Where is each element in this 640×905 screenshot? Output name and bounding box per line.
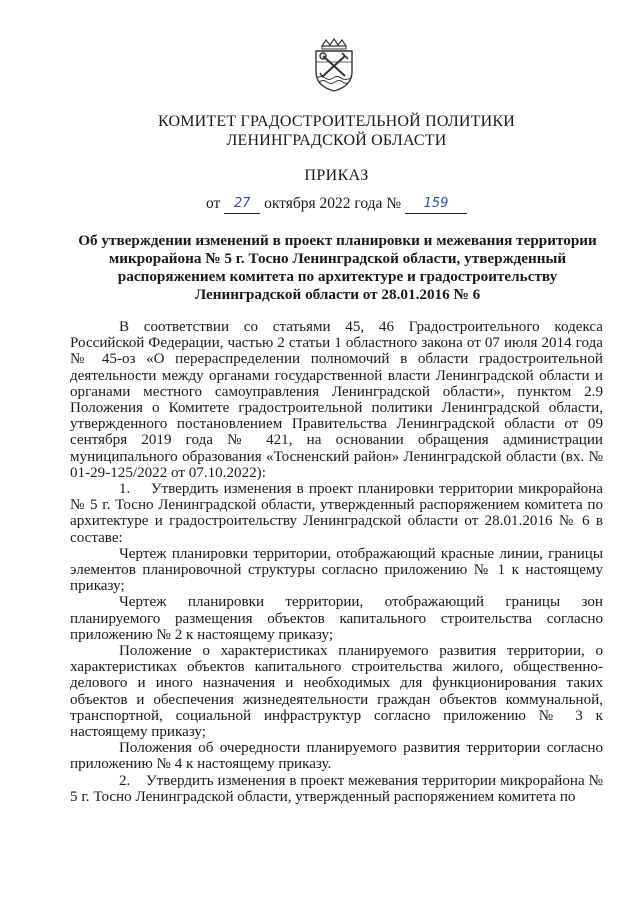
paragraph-subitem-1: Чертеж планировки территории, отображающий красные линии, границы элементов планировочной структуры согласно приложению № 1 к настоящему приказу; (70, 545, 603, 595)
paragraph-item-2: 2. Утвердить изменения в проект межевания территории микрорайона № 5 г. Тосно Ленинградской области, утвержденный распоряжением комитета по (70, 772, 603, 805)
org-line-2: ЛЕНИНГРАДСКОЙ ОБЛАСТИ (226, 132, 447, 149)
date-month-year: октября 2022 года (264, 195, 383, 212)
document-body (70, 319, 603, 805)
coat-of-arms-icon (312, 38, 356, 92)
order-date-line (70, 195, 603, 214)
organization-name (70, 112, 603, 150)
paragraph-subitem-2: Чертеж планировки территории, отображающий границы зон планируемого размещения объектов капитального строительства согласно приложению № 2 к настоящему приказу; (70, 594, 603, 643)
order-number-field (405, 195, 467, 214)
paragraph-subitem-4: Положения об очередности планируемого развития территории согласно приложению № 4 к настоящему приказу. (70, 740, 603, 773)
date-prefix: от (206, 195, 221, 212)
paragraph-preamble: В соответствии со статьями 45, 46 Градостроительного кодекса Российской Федерации, частью 2 статьи 1 областного закона от 07 июля 2014 года № 45-оз «О перераспределении полномочий в области градостроительной деятельности между органами государственной власти Ленинградской области и органами местного самоуправления Ленинградской области», пунктом 2.9 Положения о Комитете градостроительной политики Ленинградской области, утвержденного постановлением Правительства Ленинградской области от 09 сентября 2019 года № 421, на основании обращения администрации муниципального образования «Тосненский район» Ленинградской области (вх. № 01-29-125/2022 от 07.10.2022): (70, 319, 603, 481)
document-title: Об утверждении изменений в проект планировки и межевания территории микрорайона № 5 г. Тосно Ленинградской области, утвержденный распоряжением комитета по архитектуре и градостроительству Ленинградской области от 28.01.2016 № 6 (78, 232, 597, 303)
number-sign: № (386, 195, 402, 212)
order-number-handwritten: 159 (423, 196, 449, 211)
order-title: ПРИКАЗ (304, 167, 369, 184)
date-day-field (224, 195, 260, 214)
date-day-handwritten: 27 (233, 196, 251, 211)
paragraph-item-1: 1. Утвердить изменения в проект планировки территории микрорайона № 5 г. Тосно Ленинградской области, утвержденный распоряжением комитета по архитектуре и градостроительству Ленинградской области от 28.01.2016 № 6 в составе: (70, 481, 603, 546)
paragraph-subitem-3: Положение о характеристиках планируемого развития территории, о характеристиках объектов капитального строительства жилого, общественно-делового и иного назначения и необходимых для функционирования таких объектов и обеспечения жизнедеятельности граждан объектов коммунальной, транспортной, социальной инфраструктур согласно приложению № 3 к настоящему приказу; (70, 643, 603, 741)
org-line-1: КОМИТЕТ ГРАДОСТРОИТЕЛЬНОЙ ПОЛИТИКИ (157, 113, 515, 130)
